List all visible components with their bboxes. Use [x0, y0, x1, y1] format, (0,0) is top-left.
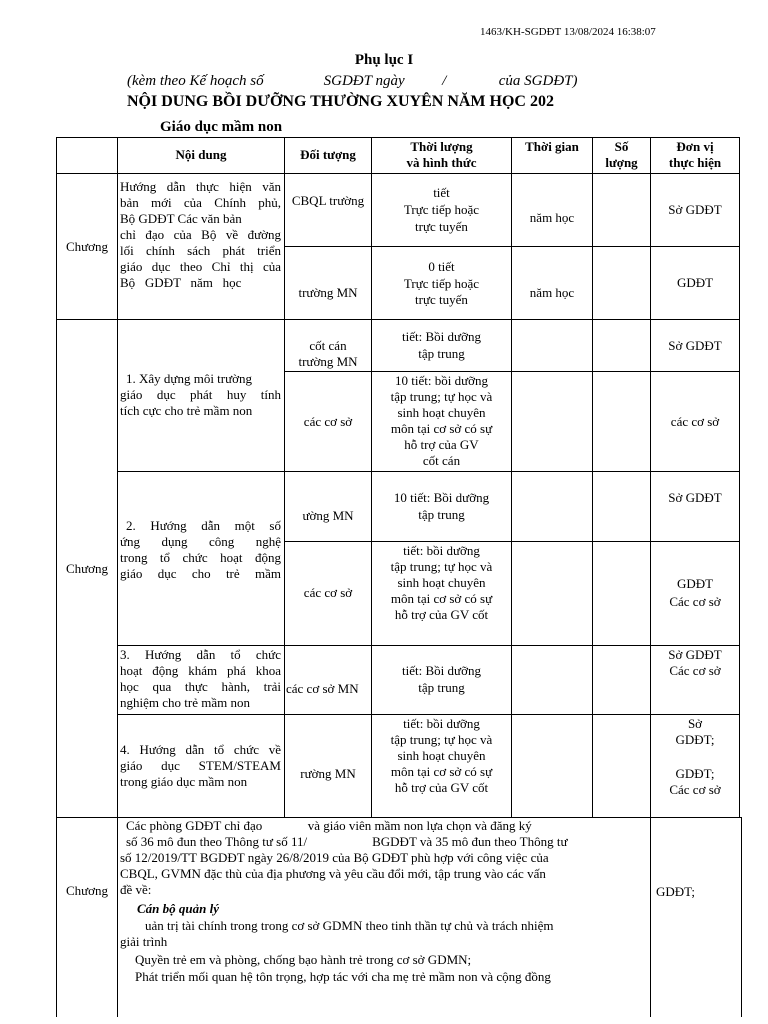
g2-item1-r1-target-1: cốt cán — [309, 338, 347, 353]
header-duration-1: Thời lượng — [410, 139, 473, 154]
g1-r1-time: năm học — [529, 210, 575, 225]
g3-subheading: Cán bộ quản lý — [137, 901, 219, 916]
g1-r1-duration-1: tiết — [433, 185, 450, 200]
g1-r2-duration-2: Trực tiếp hoặc — [403, 276, 480, 291]
g3-unit: GDĐT; — [656, 884, 695, 899]
g2-item2-r1-duration-1: 10 tiết: Bồi dưỡng — [393, 490, 490, 505]
chapter-label: Chương — [65, 883, 109, 898]
g2-item1-r2-target: các cơ sở — [303, 414, 353, 429]
g2-item1-r1-duration-1: tiết: Bồi dưỡng — [402, 329, 481, 344]
g2-item2-r1-duration-2: tập trung — [418, 507, 465, 522]
header-quantity-2: lượng — [605, 155, 638, 170]
g2-item2-r2-target: các cơ sở — [303, 585, 353, 600]
g2-item2-r2-unit-2: Các cơ sở — [669, 594, 721, 609]
g1-r2-time: năm học — [529, 285, 575, 300]
section-title: Giáo dục mầm non — [160, 119, 283, 135]
g2-item1-r1-target-2: trường MN — [298, 354, 358, 369]
g2-item3-duration-1: tiết: Bồi dưỡng — [402, 663, 481, 678]
g2-item1-r1-unit: Sở GDĐT — [668, 338, 722, 353]
g2-item3-unit-1: Sở GDĐT — [668, 647, 722, 662]
g2-item2-r1-target: ường MN — [302, 508, 354, 523]
header-content: Nội dung — [175, 147, 227, 162]
g1-r1-unit: Sở GDĐT — [668, 202, 722, 217]
g1-r1-target: CBQL trường — [291, 193, 365, 208]
header-unit-2: thực hiện — [668, 155, 722, 170]
header-target: Đối tượng — [300, 147, 356, 162]
header-quantity-1: Số — [614, 139, 629, 154]
g1-r2-target: trường MN — [298, 285, 358, 300]
header-time: Thời gian — [525, 139, 579, 154]
document-stamp: 1463/KH-SGDĐT 13/08/2024 16:38:07 — [480, 26, 656, 38]
header-duration-2: và hình thức — [406, 155, 477, 170]
chapter-label: Chương — [65, 239, 109, 254]
g1-r2-unit: GDĐT — [676, 275, 714, 290]
g2-item2-r2-unit-1: GDĐT — [676, 576, 714, 591]
g2-item3-target: các cơ sở MN — [286, 681, 359, 696]
g2-item3-unit-2: Các cơ sở — [669, 663, 721, 678]
header-unit-1: Đơn vị — [676, 139, 714, 154]
main-title: NỘI DUNG BỒI DƯỠNG THƯỜNG XUYÊN NĂM HỌC 202 — [127, 93, 554, 110]
plan-reference-subtitle: (kèm theo Kế hoạch số SGDĐT ngày / của SGDĐT) — [127, 73, 578, 89]
appendix-title: Phụ lục I — [354, 52, 414, 68]
g2-item3-duration-2: tập trung — [418, 680, 465, 695]
chapter-label: Chương — [65, 561, 109, 576]
g2-item1-r1-duration-2: tập trung — [418, 346, 465, 361]
g1-r1-duration-2: Trực tiếp hoặc — [403, 202, 480, 217]
g2-item4-target: rường MN — [300, 766, 356, 781]
g2-item1-r2-unit: các cơ sở — [670, 414, 720, 429]
g2-item2-r1-unit: Sở GDĐT — [668, 490, 722, 505]
g1-r2-duration-3: trực tuyến — [415, 292, 468, 307]
g1-r1-duration-3: trực tuyến — [415, 219, 468, 234]
g1-r2-duration-1: 0 tiết — [428, 259, 455, 274]
